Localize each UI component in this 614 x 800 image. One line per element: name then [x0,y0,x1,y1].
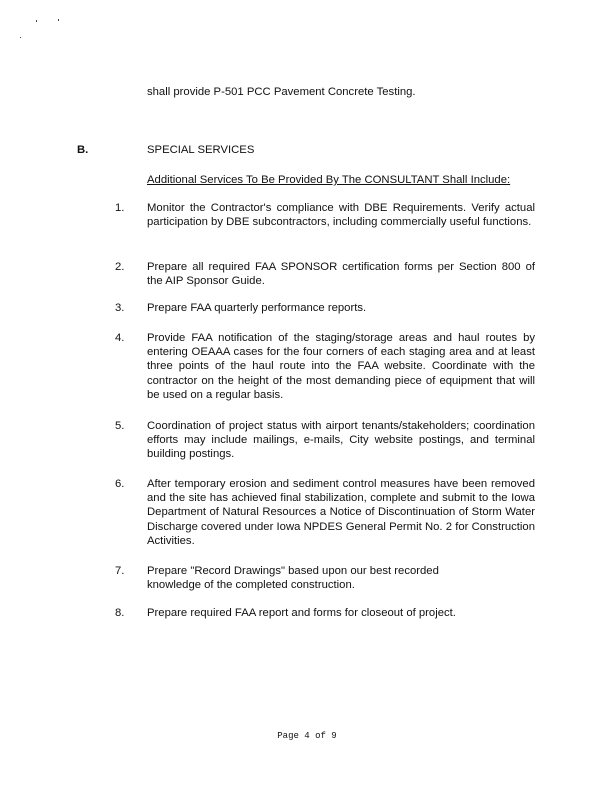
item-number: 4. [115,332,125,344]
item-number: 2. [115,261,125,273]
item-number: 6. [115,478,125,490]
section-title: SPECIAL SERVICES [147,144,255,156]
scan-mark [58,19,59,21]
list-item: Prepare FAA quarterly performance reports. [147,302,367,314]
list-item: Monitor the Contractor's compliance with DBE Requirements. Verify actual participation by DBE subcontractors, including commercially useful functions. [147,202,535,229]
list-item: Coordination of project status with airport tenants/stakeholders; coordination efforts may include mailings, e-mails, City website postings, and terminal building postings. [147,420,535,461]
scan-mark [20,37,21,38]
subheading: Additional Services To Be Provided By The CONSULTANT Shall Include: [147,174,511,186]
scan-mark [36,20,37,22]
list-item: After temporary erosion and sediment control measures have been removed and the site has achieved final stabilization, complete and submit to the Iowa Department of Natural Resources a Notice of Discontinuation of Storm Water Discharge covered under Iowa NPDES General Permit No. 2 for Construction Activities. [147,478,535,547]
page-number-footer: Page 4 of 9 [277,731,337,741]
item-number: 1. [115,202,125,214]
list-item: Prepare all required FAA SPONSOR certification forms per Section 800 of the AIP Sponsor Guide. [147,261,535,288]
item-number: 7. [115,565,125,577]
section-letter: B. [77,144,89,156]
item-number: 3. [115,302,125,314]
item-number: 8. [115,607,125,619]
item-number: 5. [115,420,125,432]
intro-line: shall provide P-501 PCC Pavement Concrete Testing. [147,86,416,98]
list-item: Prepare required FAA report and forms for closeout of project. [147,607,456,619]
list-item: Prepare "Record Drawings" based upon our best recorded knowledge of the completed construction. [147,565,439,592]
list-item: Provide FAA notification of the staging/storage areas and haul routes by entering OEAAA cases for the four corners of each staging area and at least three points of the haul route into the FAA website. Coordinate with the contractor on the height of the most demanding piece of equipment that will be used on a regular basis. [147,332,535,401]
